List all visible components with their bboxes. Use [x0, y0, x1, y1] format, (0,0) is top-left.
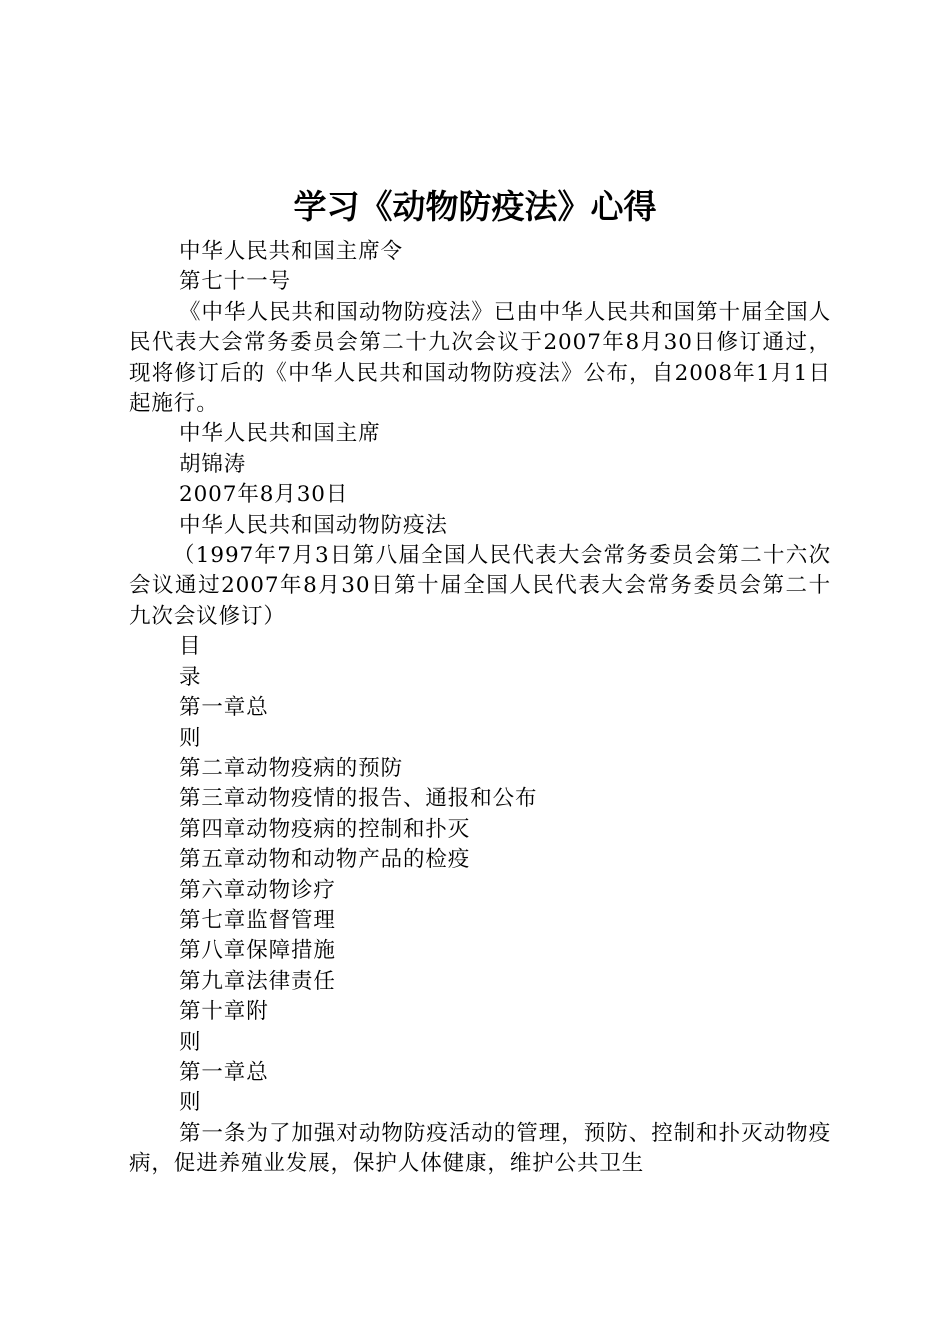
paragraph: （1997年7月3日第八届全国人民代表大会常务委员会第二十六次会议通过2007年8月30日第十届全国人民代表大会常务委员会第二十九次会议修订）: [129, 543, 831, 629]
paragraph: 胡锦涛: [179, 451, 247, 477]
paragraph: 第一章总: [179, 695, 269, 721]
paragraph: 2007年8月30日: [179, 482, 349, 508]
paragraph: 《中华人民共和国动物防疫法》已由中华人民共和国第十届全国人民代表大会常务委员会第二十九次会议于2007年8月30日修订通过，现将修订后的《中华人民共和国动物防疫法》公布，自2008年1月1日起施行。: [129, 299, 831, 417]
paragraph: 第五章动物和动物产品的检疫: [179, 847, 471, 873]
paragraph: 则: [179, 1090, 202, 1116]
paragraph: 第四章动物疫病的控制和扑灭: [179, 816, 471, 842]
paragraph: 中华人民共和国主席: [179, 421, 381, 447]
paragraph: 录: [179, 664, 202, 690]
paragraph: 第七章监督管理: [179, 907, 336, 933]
paragraph: 第二章动物疫病的预防: [179, 755, 404, 781]
document-title: 学习《动物防疫法》心得: [293, 187, 657, 226]
paragraph: 中华人民共和国主席令: [179, 239, 404, 264]
paragraph: 第一章总: [179, 1059, 269, 1085]
paragraph: 第八章保障措施: [179, 938, 336, 964]
paragraph: 第六章动物诊疗: [179, 877, 336, 903]
document-body: [129, 237, 831, 1180]
paragraph: 中华人民共和国动物防疫法: [179, 512, 448, 538]
paragraph: 第九章法律责任: [179, 968, 336, 994]
paragraph: 第十章附: [179, 999, 269, 1025]
paragraph: 目: [179, 634, 202, 660]
paragraph: 则: [179, 725, 202, 751]
paragraph: 第一条为了加强对动物防疫活动的管理，预防、控制和扑灭动物疫病，促进养殖业发展，保护人体健康，维护公共卫生: [129, 1120, 831, 1177]
paragraph: 则: [179, 1029, 202, 1055]
paragraph: 第七十一号: [179, 269, 292, 295]
paragraph: 第三章动物疫情的报告、通报和公布: [179, 786, 538, 812]
